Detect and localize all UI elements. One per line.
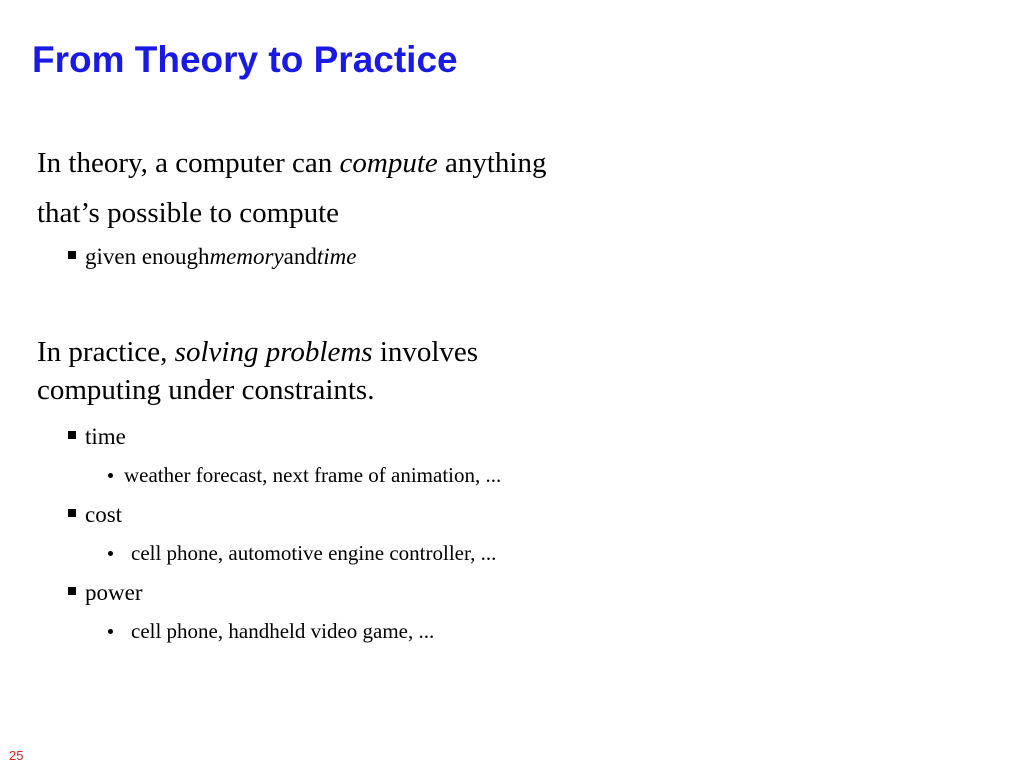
theory-emphasis-compute: compute: [339, 147, 438, 179]
theory-sub-bullet: [68, 242, 356, 272]
constraint-example: cell phone, automotive engine controller, ...: [131, 541, 497, 565]
constraint-label: power: [85, 580, 143, 605]
theory-line-1-suffix: anything: [437, 147, 547, 179]
theory-emphasis-time: time: [316, 244, 357, 269]
practice-line-1-suffix: involves: [372, 336, 479, 368]
theory-sub-middle: and: [283, 244, 317, 269]
constraint-example-power: [108, 617, 434, 645]
theory-sub-prefix: given enough: [85, 244, 210, 269]
theory-line-1: [37, 143, 547, 183]
constraint-example: weather forecast, next frame of animation, ...: [124, 463, 502, 487]
constraint-example-cost: [108, 539, 496, 567]
constraint-label: time: [85, 424, 126, 449]
constraint-example: cell phone, handheld video game, ...: [131, 619, 435, 643]
constraint-item-cost: [68, 500, 122, 530]
theory-line-2: that’s possible to compute: [37, 197, 340, 229]
practice-line-2: computing under constraints.: [37, 374, 375, 406]
constraint-item-time: [68, 422, 126, 452]
dot-bullet-icon: [108, 629, 113, 634]
dot-bullet-icon: [108, 551, 113, 556]
square-bullet-icon: [68, 587, 76, 595]
square-bullet-icon: [68, 251, 76, 259]
square-bullet-icon: [68, 431, 76, 439]
practice-line-1-prefix: In practice,: [37, 336, 175, 368]
constraint-label: cost: [85, 502, 123, 527]
constraint-item-power: [68, 578, 142, 608]
page-number: 25: [9, 748, 24, 763]
theory-paragraph: [37, 143, 547, 233]
practice-line-1: [37, 333, 478, 371]
slide-title: From Theory to Practice: [32, 39, 458, 80]
square-bullet-icon: [68, 509, 76, 517]
theory-emphasis-memory: memory: [209, 244, 284, 269]
theory-line-1-prefix: In theory, a computer can: [37, 147, 340, 179]
constraint-example-time: [108, 461, 501, 489]
dot-bullet-icon: [108, 473, 113, 478]
practice-paragraph: [37, 333, 478, 409]
practice-emphasis-solving-problems: solving problems: [174, 336, 373, 368]
